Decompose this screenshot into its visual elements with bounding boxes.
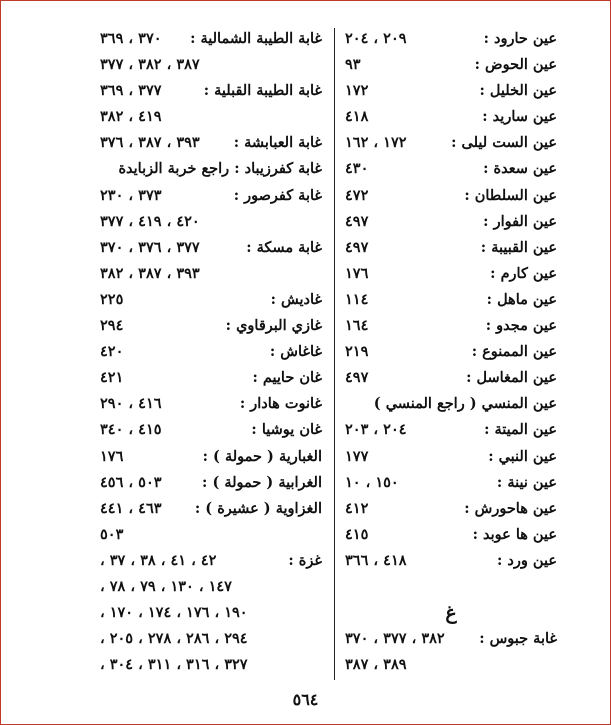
index-column-right bbox=[345, 26, 557, 678]
entry-pages: ٤١٥ bbox=[345, 525, 369, 543]
column-divider bbox=[334, 28, 335, 680]
entry-pages: ١٧٢ ، ١٦٢ bbox=[345, 134, 407, 152]
entry-term: غابة العبابشة : bbox=[233, 134, 322, 152]
entry-term: عين الست ليلى : bbox=[451, 134, 557, 152]
section-heading: غ bbox=[445, 602, 457, 625]
entry-pages: ٣٧٣ ، ٢٣٠ bbox=[100, 186, 162, 204]
index-entry bbox=[345, 156, 557, 182]
entry-pages: ١٩٠ ، ١٧٦ ، ١٧٤ ، ١٧٠ ، bbox=[100, 604, 248, 622]
index-entry bbox=[345, 365, 557, 391]
index-entry bbox=[100, 261, 322, 287]
index-entry bbox=[345, 626, 557, 652]
index-entry bbox=[100, 104, 322, 130]
entry-pages: ٤٩٧ bbox=[345, 238, 369, 256]
entry-pages: ٢٩٤ ، ٢٨٦ ، ٢٧٨ ، ٢٠٥ ، bbox=[100, 630, 248, 648]
page-number: ٥٦٤ bbox=[292, 690, 319, 709]
index-entry bbox=[100, 156, 322, 182]
entry-pages: ٥٠٣ ، ٤٥٦ bbox=[100, 473, 162, 491]
entry-term: عين النبي : bbox=[488, 447, 557, 465]
index-entry bbox=[100, 26, 322, 52]
entry-term: عين الفوار : bbox=[483, 212, 557, 230]
entry-pages: ٣٧٧ ، ٣٦٩ bbox=[100, 82, 162, 100]
entry-pages: ٤٢٠ bbox=[100, 343, 124, 361]
index-entry bbox=[345, 235, 557, 261]
entry-term: غازي البرقاوي : bbox=[225, 317, 322, 335]
index-entry bbox=[100, 417, 322, 443]
index-entry bbox=[345, 183, 557, 209]
index-entry bbox=[345, 339, 557, 365]
entry-pages: ٤٦٣ ، ٤٤١ bbox=[100, 499, 162, 517]
entry-term: غانوت هادار : bbox=[239, 395, 322, 413]
entry-term: غابة جبوس : bbox=[479, 630, 557, 648]
entry-term: عين هاحورش : bbox=[464, 499, 557, 517]
entry-pages: ٢٢٥ bbox=[100, 290, 124, 308]
entry-pages: ٥٠٣ bbox=[100, 525, 124, 543]
entry-pages: ٢١٩ bbox=[345, 343, 369, 361]
entry-pages: ٢٠٩ ، ٢٠٤ bbox=[345, 30, 407, 47]
index-entry bbox=[100, 600, 322, 626]
index-entry bbox=[100, 444, 322, 470]
entry-pages: ١٧٦ bbox=[100, 447, 124, 465]
index-entry bbox=[100, 235, 322, 261]
entry-pages: ١١٤ bbox=[345, 290, 369, 308]
entry-term: عين الممنوع : bbox=[471, 343, 557, 361]
index-entry bbox=[100, 313, 322, 339]
entry-term: غزة : bbox=[288, 551, 322, 569]
entry-term: غاديش : bbox=[270, 290, 322, 308]
index-entry bbox=[345, 26, 557, 52]
index-entry bbox=[345, 78, 557, 104]
entry-term: عين مجدو : bbox=[485, 317, 557, 335]
entry-pages: ٤١٢ bbox=[345, 499, 369, 517]
index-entry bbox=[100, 391, 322, 417]
entry-term: غان حاييم : bbox=[252, 369, 322, 387]
entry-pages: ٣٨٢ ، ٣٧٧ ، ٣٧٠ bbox=[345, 630, 445, 648]
entry-pages: ٤٢٠ ، ٤١٩ ، ٣٧٧ bbox=[100, 212, 200, 230]
index-entry bbox=[345, 130, 557, 156]
section-letter bbox=[345, 600, 557, 626]
entry-pages: ٣٧٠ ، ٣٦٩ bbox=[100, 30, 162, 47]
entry-pages: ٤١٨ bbox=[345, 108, 369, 126]
entry-pages: ٤٩٧ bbox=[345, 369, 369, 387]
entry-term: عين الخليل : bbox=[479, 82, 557, 100]
index-column-left bbox=[100, 26, 322, 678]
entry-term: غابة الطيبة القبلية : bbox=[203, 82, 322, 100]
index-entry bbox=[345, 287, 557, 313]
index-entry bbox=[345, 209, 557, 235]
entry-pages: ٤١٦ ، ٢٩٠ bbox=[100, 395, 162, 413]
index-entry bbox=[100, 287, 322, 313]
entry-pages: ٢٩٤ bbox=[100, 317, 124, 335]
entry-term: عين ورد : bbox=[497, 551, 557, 569]
index-entry bbox=[345, 444, 557, 470]
index-entry bbox=[100, 183, 322, 209]
entry-term: عين كارم : bbox=[490, 264, 557, 282]
entry-term: غابة مسكة : bbox=[246, 238, 322, 256]
index-entry bbox=[100, 52, 322, 78]
index-entry bbox=[100, 130, 322, 156]
entry-pages: ٣٨٧ ، ٣٨٢ ، ٣٧٧ bbox=[100, 56, 200, 74]
index-entry bbox=[345, 313, 557, 339]
entry-pages: ٤١٩ ، ٣٨٢ bbox=[100, 108, 162, 126]
entry-pages: ٢٠٤ ، ٢٠٣ bbox=[345, 421, 407, 439]
entry-pages: ١٤٧ ، ١٣٠ ، ٧٩ ، ٧٨ ، bbox=[100, 577, 232, 595]
index-entry bbox=[100, 626, 322, 652]
index-entry bbox=[345, 52, 557, 78]
index-entry bbox=[345, 548, 557, 574]
entry-pages: ٣٨٩ ، ٣٨٧ bbox=[345, 656, 407, 674]
index-entry bbox=[100, 470, 322, 496]
entry-term: الغبارية ( حمولة ) : bbox=[202, 447, 322, 465]
index-entry bbox=[100, 652, 322, 678]
entry-pages: ٩٣ bbox=[345, 56, 361, 74]
index-entry bbox=[345, 417, 557, 443]
entry-term: عين القبيبة : bbox=[480, 238, 557, 256]
entry-term: غاغاش : bbox=[269, 343, 322, 361]
entry-pages: ١٧٦ bbox=[345, 264, 369, 282]
entry-term: غابة كفرزيباد : راجع خربة الزبايدة bbox=[118, 160, 322, 178]
index-entry bbox=[100, 365, 322, 391]
index-entry bbox=[345, 522, 557, 548]
index-entry bbox=[100, 574, 322, 600]
entry-term: عين المغاسل : bbox=[466, 369, 557, 387]
entry-term: الغرابية ( حمولة ) : bbox=[202, 473, 322, 491]
entry-pages: ٤١٥ ، ٣٤٠ bbox=[100, 421, 162, 439]
index-entry bbox=[345, 391, 557, 417]
index-entry bbox=[345, 470, 557, 496]
entry-term: غابة كفرصور : bbox=[233, 186, 322, 204]
entry-term: غابة الطيبة الشمالية : bbox=[190, 30, 322, 47]
index-entry bbox=[100, 548, 322, 574]
entry-pages: ٣٧٧ ، ٣٧٦ ، ٣٧٠ bbox=[100, 238, 200, 256]
entry-term: عين ها عوبد : bbox=[472, 525, 557, 543]
index-entry bbox=[100, 209, 322, 235]
index-entry bbox=[100, 78, 322, 104]
index-entry bbox=[100, 522, 322, 548]
entry-pages: ٤٣٠ bbox=[345, 160, 369, 178]
entry-pages: ٤١٨ ، ٣٦٦ bbox=[345, 551, 407, 569]
entry-term: الغزاوية ( عشيرة ) : bbox=[194, 499, 322, 517]
index-entry bbox=[345, 104, 557, 130]
entry-term: عين المنسي ( راجع المنسي ) bbox=[373, 395, 557, 413]
entry-pages: ١٦٤ bbox=[345, 317, 369, 335]
entry-pages: ٤٢ ، ٤١ ، ٣٨ ، ٣٧ ، bbox=[100, 551, 217, 569]
entry-term: عين ساريد : bbox=[482, 108, 557, 126]
entry-pages: ٤٩٧ bbox=[345, 212, 369, 230]
entry-term: عين حارود : bbox=[483, 30, 557, 47]
entry-term: عين نينة : bbox=[496, 473, 557, 491]
entry-term: عين الميتة : bbox=[484, 421, 557, 439]
entry-term: غان يوشيا : bbox=[251, 421, 322, 439]
entry-term: عين سعدة : bbox=[483, 160, 557, 178]
index-entry bbox=[100, 496, 322, 522]
entry-term: عين الحوض : bbox=[474, 56, 557, 74]
index-entry bbox=[345, 652, 557, 678]
entry-pages: ١٧٧ bbox=[345, 447, 369, 465]
entry-pages: ٣٩٣ ، ٣٨٧ ، ٣٧٦ bbox=[100, 134, 200, 152]
index-entry bbox=[345, 496, 557, 522]
entry-pages: ٣٩٣ ، ٣٨٧ ، ٣٨٢ bbox=[100, 264, 200, 282]
index-entry bbox=[100, 339, 322, 365]
entry-pages: ٣٢٧ ، ٣١٦ ، ٣١١ ، ٣٠٤ ، bbox=[100, 656, 248, 674]
entry-pages: ١٥٠ ، ١٠ bbox=[345, 473, 399, 491]
index-entry bbox=[345, 261, 557, 287]
entry-term: عين ماهل : bbox=[486, 290, 557, 308]
entry-pages: ٤٧٢ bbox=[345, 186, 369, 204]
entry-term: عين السلطان : bbox=[464, 186, 557, 204]
index-entry bbox=[345, 574, 557, 600]
entry-pages: ٤٢١ bbox=[100, 369, 124, 387]
entry-pages: ١٧٢ bbox=[345, 82, 369, 100]
